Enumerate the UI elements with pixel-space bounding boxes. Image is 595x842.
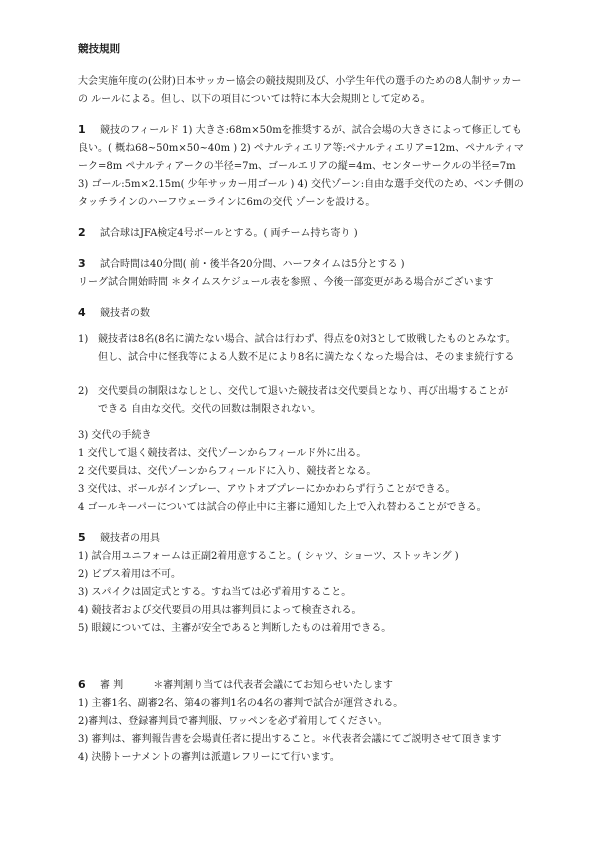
section-field xyxy=(78,121,528,212)
list-item: 5) 眼鏡については、主審が安全であると判断したものは着用できる。 xyxy=(78,622,392,634)
intro-paragraph: 大会実施年度の(公財)日本サッカー協会の競技規則及び、小学生年代の選手のための8人制サッカーの ルールによる。但し、以下の項目については特に本大会規則として定める。 xyxy=(78,75,522,105)
list-item: 1) 主審1名、副審2名、第4の審判1名の4名の審判で試合が運営される。 xyxy=(78,697,404,709)
list-item: 2) 交代要員の制限はなしとし、交代して退いた競技者は交代要員となり、再び出場することが できる 自由な交代。交代の回数は制限されない。 xyxy=(78,385,508,415)
section-ball xyxy=(78,224,528,243)
schedule-note: リーグ試合開始時間 ＊タイムスケジュール表を参照 、今後一部変更がある場合がございます xyxy=(78,276,494,288)
list-item: 3 交代は、ボールがインプレー、アウトオブプレーにかかわらず行うことができる。 xyxy=(78,483,456,495)
list-item: 2) ビブス着用は不可。 xyxy=(78,568,182,580)
section-field-text: 競技のフィールド 1) 大きさ:68m×50mを推奨するが、試合会場の大きさによって修正しても良い。( 概ね68~50m×50~40m ) 2) ペナルティエリア等:ペナルティエリア=12m、ペナルティマーク=8m ペナルティアークの半径=7m、ゴールエリアの縦=4m、センターサークルの半径=7m 3) ゴール:5m×2.15m( 少年サッカー用ゴール ) 4) 交代ゾーン:自由な選手交代のため、ベンチ側のタッチラインのハーフウェーラインに6mの交代 ゾーンを設ける。 xyxy=(78,124,524,208)
list-item: 1 交代して退く競技者は、交代ゾーンからフィールド外に出る。 xyxy=(78,447,367,459)
list-item: 4) 競技者および交代要員の用具は審判員によって検査される。 xyxy=(78,604,362,616)
section-number: 5 xyxy=(78,530,86,544)
section-number: 6 xyxy=(78,677,86,691)
list-item: 1) 試合用ユニフォームは正副2着用意すること。( シャツ、ショーツ、ストッキング ) xyxy=(78,550,459,562)
section-referee xyxy=(78,676,528,767)
section-title: 競技者の数 xyxy=(100,307,150,319)
section-title: 競技者の用具 xyxy=(100,532,160,544)
list-item: 4 ゴールキーパーについては試合の停止中に主審に通知した上で入れ替わることができる。 xyxy=(78,501,487,513)
substitution-procedure-title: 3) 交代の手続き xyxy=(78,429,152,441)
referee-assignment-note: ＊審判割り当ては代表者会議にてお知らせいたします xyxy=(153,679,393,691)
rules-document xyxy=(78,34,528,767)
section-number: 4 xyxy=(78,305,86,319)
list-item: 1) 競技者は8名(8名に満たない場合、試合は行わず、得点を0対3として敗戦したものとみなす。 但し、試合中に怪我等による人数不足により8名に満たなくなった場合は、そのまま続行する xyxy=(78,333,516,363)
section-number: 1 xyxy=(78,122,86,136)
page-title: 競技規則 xyxy=(78,43,120,55)
list-item: 2 交代要員は、交代ゾーンからフィールドに入り、競技者となる。 xyxy=(78,465,377,477)
section-equipment xyxy=(78,529,528,638)
section-players xyxy=(78,304,528,517)
section-title: 審 判 xyxy=(100,679,124,691)
list-item: 2)審判は、登録審判員で審判服、ワッペンを必ず着用してください。 xyxy=(78,715,388,727)
list-item: 3) スパイクは固定式とする。すね当ては必ず着用すること。 xyxy=(78,586,352,598)
section-ball-text: 試合球はJFA検定4号ボールとする。( 両チーム持ち寄り ) xyxy=(100,227,358,239)
section-number: 2 xyxy=(78,225,86,239)
list-item: 3) 審判は、審判報告書を会場責任者に提出すること。＊代表者会議にてご説明させて頂きます xyxy=(78,733,502,745)
section-number: 3 xyxy=(78,256,86,270)
section-time-text: 試合時間は40分間( 前・後半各20分間、ハーフタイムは5分とする ) xyxy=(100,258,405,270)
list-item: 4) 決勝トーナメントの審判は派遣レフリーにて行います。 xyxy=(78,751,340,763)
section-time xyxy=(78,255,528,292)
